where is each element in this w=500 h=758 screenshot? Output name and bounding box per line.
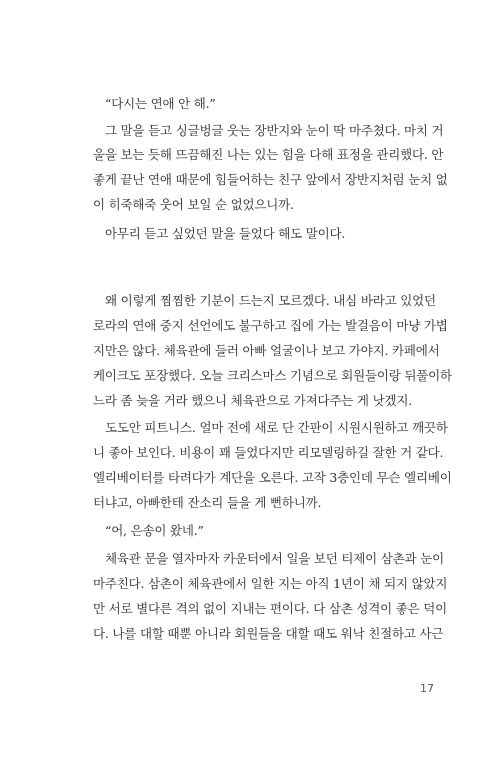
paragraph-line: 지만은 않다. 체육관에 들러 아빠 얼굴이나 보고 가야지. 카페에서 [93, 343, 440, 358]
paragraph-line: 니 좋아 보인다. 비용이 꽤 들었다지만 리모델링하길 잘한 거 같다. [93, 445, 444, 460]
page-number: 17 [420, 682, 434, 695]
paragraph-line: 터냐고, 아빠한테 잔소리 들을 게 뻔하니까. [93, 495, 322, 510]
paragraph-line: 로라의 연애 중지 선언에도 불구하고 집에 가는 발걸음이 마냥 가볍 [93, 318, 448, 333]
paragraph-line: 엘리베이터를 타려다가 계단을 오른다. 고작 3층인데 무슨 엘리베이 [93, 470, 452, 485]
paragraph-line: 체육관 문을 열자마자 카운터에서 일을 보던 티제이 삼촌과 눈이 [105, 551, 444, 566]
paragraph-line: 다. 나를 대할 때뿐 아니라 회원들을 대할 때도 워낙 친절하고 사근 [93, 626, 444, 641]
dialogue-line: “다시는 연애 안 해.” [105, 96, 216, 111]
paragraph-line: 그 말을 듣고 싱글벙글 웃는 장반지와 눈이 딱 마주쳤다. 마치 거 [105, 123, 444, 138]
paragraph-line: 도도안 피트니스. 얼마 전에 새로 단 간판이 시원시원하고 깨끗하 [105, 420, 448, 435]
paragraph-line: 마주친다. 삼촌이 체육관에서 일한 지는 아직 1년이 채 되지 않았지 [93, 576, 448, 591]
paragraph-line: 느라 좀 늦을 거라 했으니 체육관으로 가져다주는 게 낫겠지. [93, 393, 412, 408]
paragraph-line: 울을 보는 듯해 뜨끔해진 나는 있는 힘을 다해 표정을 관리했다. 안 [93, 147, 444, 162]
paragraph-line: 케이크도 포장했다. 오늘 크리스마스 기념으로 회원들이랑 뒤풀이하 [93, 368, 452, 383]
paragraph-line: 이 히죽해죽 웃어 보일 순 없었으니까. [93, 197, 294, 212]
paragraph-line: 왜 이렇게 찜찜한 기분이 드는지 모르겠다. 내심 바라고 있었던 [105, 293, 436, 308]
dialogue-line: “어, 은송이 왔네.” [105, 523, 204, 538]
paragraph-line: 만 서로 별다른 격의 없이 지내는 편이다. 다 삼촌 성격이 좋은 덕이 [93, 601, 448, 616]
paragraph-line: 좋게 끝난 연애 때문에 힘들어하는 친구 앞에서 장반지처럼 눈치 없 [93, 172, 448, 187]
paragraph-line: 아무리 듣고 싶었던 말을 들었다 해도 말이다. [105, 226, 346, 241]
